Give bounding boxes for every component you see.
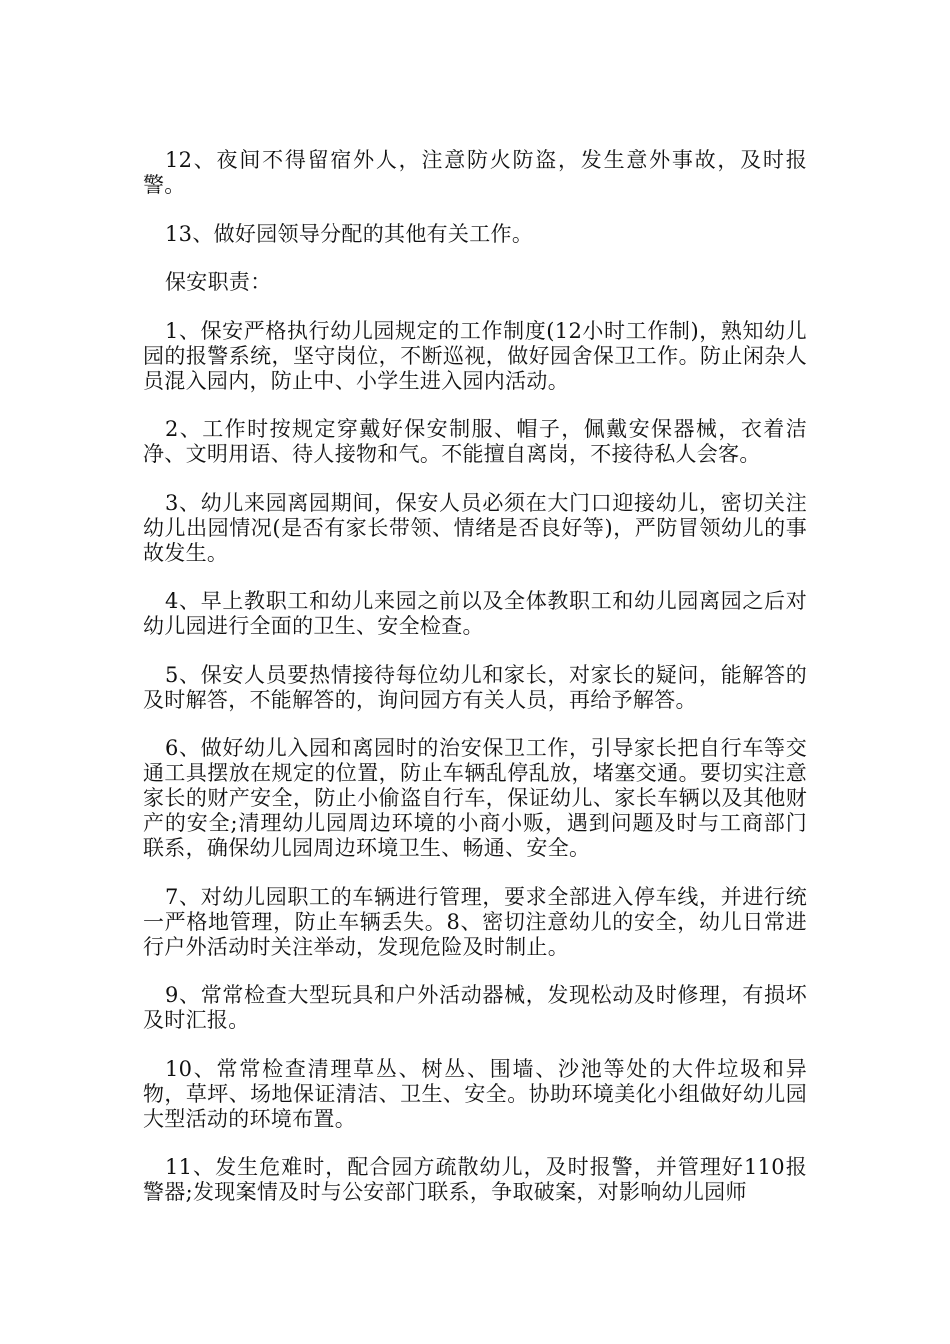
duty-item-2: 2、工作时按规定穿戴好保安制服、帽子，佩戴安保器械，衣着洁净、文明用语、待人接物和气。不能擅自离岗，不接待私人会客。 xyxy=(143,417,807,466)
duty-item-7-8: 7、对幼儿园职工的车辆进行管理，要求全部进入停车线，并进行统一严格地管理，防止车辆丢失。8、密切注意幼儿的安全，幼儿日常进行户外活动时关注举动，发现危险及时制止。 xyxy=(143,884,807,959)
duty-item-10: 10、常常检查清理草丛、树丛、围墙、沙池等处的大件垃圾和异物，草坪、场地保证清洁、卫生、安全。协助环境美化小组做好幼儿园大型活动的环境布置。 xyxy=(143,1056,807,1131)
duty-item-5: 5、保安人员要热情接待每位幼儿和家长，对家长的疑问，能解答的及时解答，不能解答的，询问园方有关人员，再给予解答。 xyxy=(143,662,807,712)
section-heading-security-duties: 保安职责： xyxy=(165,270,272,294)
duty-item-4: 4、早上教职工和幼儿来园之前以及全体教职工和幼儿园离园之后对幼儿园进行全面的卫生、安全检查。 xyxy=(143,589,807,638)
duty-item-9: 9、常常检查大型玩具和户外活动器械，发现松动及时修理，有损坏及时汇报。 xyxy=(143,983,807,1032)
duty-item-6: 6、做好幼儿入园和离园时的治安保卫工作，引导家长把自行车等交通工具摆放在规定的位置，防止车辆乱停乱放，堵塞交通。要切实注意家长的财产安全，防止小偷盗自行车，保证幼儿、家长车辆以及其他财产的安全;清理幼儿园周边环境的小商小贩，遇到问题及时与工商部门联系，确保幼儿园周边环境卫生、畅通、安全。 xyxy=(143,736,807,860)
duty-item-3: 3、幼儿来园离园期间，保安人员必须在大门口迎接幼儿，密切关注幼儿出园情况(是否有家长带领、情绪是否良好等)，严防冒领幼儿的事故发生。 xyxy=(143,490,807,565)
paragraph-12: 12、夜间不得留宿外人，注意防火防盗，发生意外事故，及时报警。 xyxy=(143,148,807,197)
duty-item-11: 11、发生危难时，配合园方疏散幼儿，及时报警，并管理好110报警器;发现案情及时与公安部门联系，争取破案，对影响幼儿园师 xyxy=(143,1155,807,1204)
document-page xyxy=(143,148,807,1229)
paragraph-13: 13、做好园领导分配的其他有关工作。 xyxy=(165,221,534,246)
duty-item-1: 1、保安严格执行幼儿园规定的工作制度(12小时工作制)，熟知幼儿园的报警系统，坚守岗位，不断巡视，做好园舍保卫工作。防止闲杂人员混入园内，防止中、小学生进入园内活动。 xyxy=(143,318,807,393)
